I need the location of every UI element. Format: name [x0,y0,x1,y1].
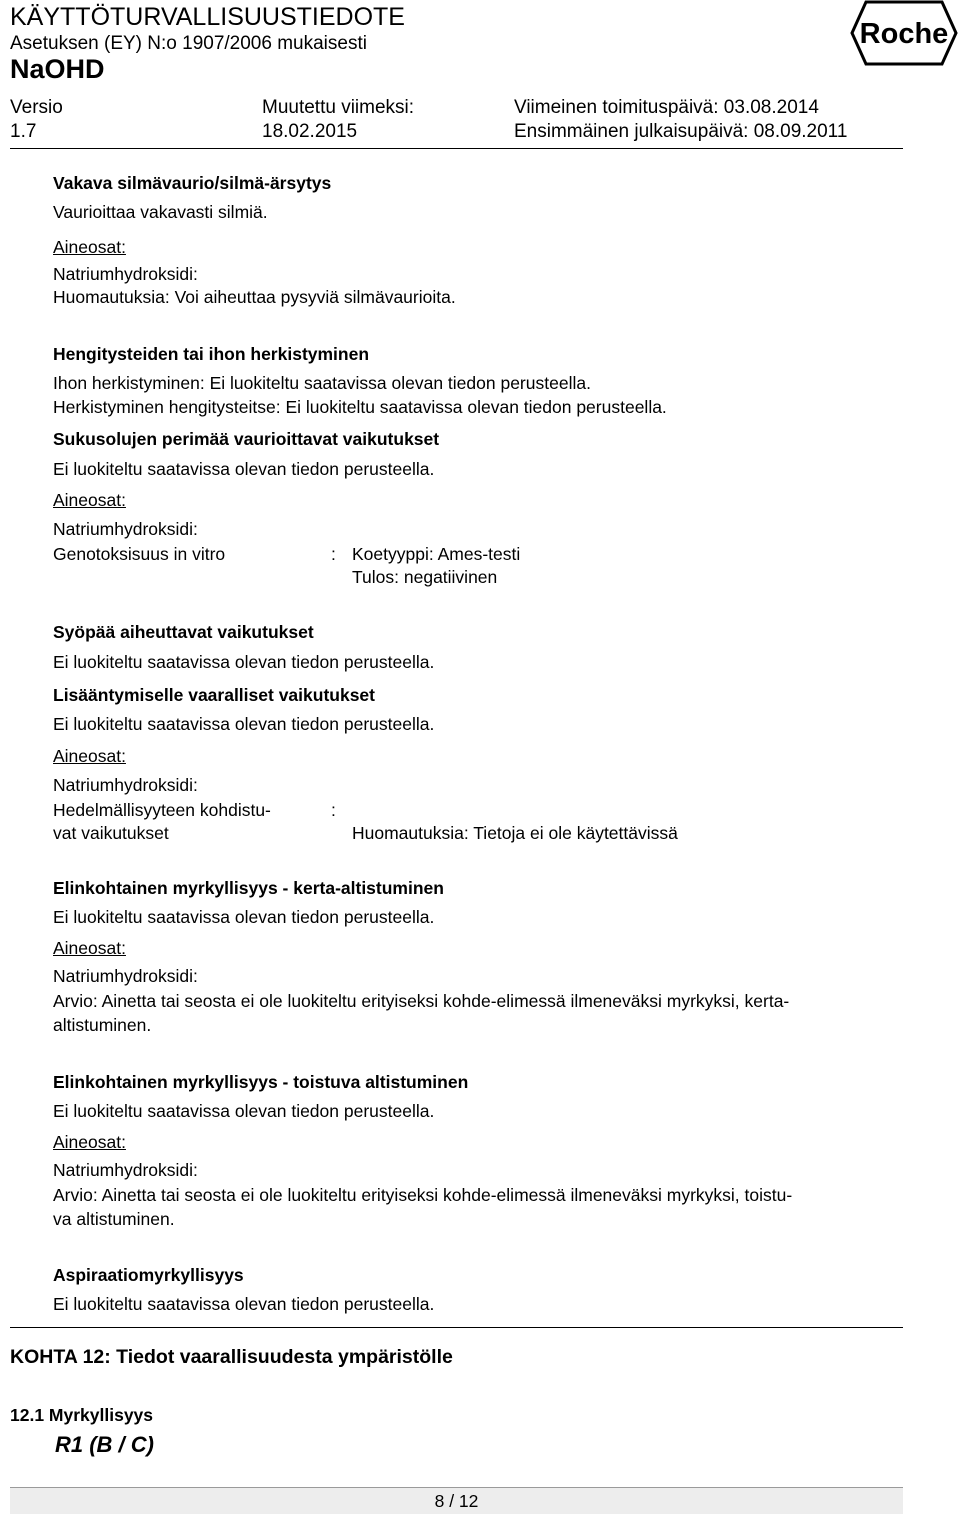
stot-single-heading: Elinkohtainen myrkyllisyys - kerta-altistuminen [53,878,444,898]
stot-repeat-text: Ei luokiteltu saatavissa olevan tiedon perusteella. [53,1101,435,1121]
logo-text: Roche [859,18,949,50]
repro-heading: Lisääntymiselle vaaralliset vaikutukset [53,685,375,705]
stot-single-line-1: Arvio: Ainetta tai seosta ei ole luokiteltu erityiseksi kohde-elimessä ilmeneväksi myrkyksi, kerta- [53,991,790,1011]
germ-row-label: Genotoksisuus in vitro [53,544,226,564]
page-footer [10,1487,903,1514]
germ-row-value-2: Tulos: negatiivinen [352,567,498,587]
stot-repeat-substance: Natriumhydroksidi: [53,1160,198,1180]
repro-row-colon: : [331,800,336,820]
germ-row-colon: : [331,544,336,564]
revised-label: Muutettu viimeksi: [262,97,415,118]
repro-row-label-2: vat vaikutukset [53,823,169,843]
sens-line-2: Herkistyminen hengitysteitse: Ei luokiteltu saatavissa olevan tiedon perusteella. [53,397,667,417]
sens-heading: Hengitysteiden tai ihon herkistyminen [53,344,370,364]
carc-text: Ei luokiteltu saatavissa olevan tiedon perusteella. [53,652,435,672]
regulation-subtitle: Asetuksen (EY) N:o 1907/2006 mukaisesti [10,33,367,54]
eye-substance: Natriumhydroksidi: [53,264,198,284]
asp-heading: Aspiraatiomyrkyllisyys [53,1265,244,1285]
section12-heading: KOHTA 12: Tiedot vaarallisuudesta ympäristölle [10,1346,453,1368]
page-number: 8 / 12 [434,1490,479,1511]
germ-text: Ei luokiteltu saatavissa olevan tiedon perusteella. [53,459,435,479]
document-title: KÄYTTÖTURVALLISUUSTIEDOTE [10,3,405,31]
sens-line-1: Ihon herkistyminen: Ei luokiteltu saatavissa olevan tiedon perusteella. [53,373,591,393]
section12-subheading: 12.1 Myrkyllisyys [10,1405,154,1425]
handwritten-annotation: R1 (B / C) [55,1432,154,1457]
eye-components: Aineosat: [53,237,126,257]
carc-heading: Syöpää aiheuttavat vaikutukset [53,622,314,642]
repro-row-value: Huomautuksia: Tietoja ei ole käytettävissä [352,823,678,843]
eye-text: Vaurioittaa vakavasti silmiä. [53,202,268,222]
stot-single-text: Ei luokiteltu saatavissa olevan tiedon perusteella. [53,907,435,927]
header-divider [10,148,903,149]
stot-single-line-2: altistuminen. [53,1015,152,1035]
germ-components: Aineosat: [53,490,126,510]
stot-single-components: Aineosat: [53,938,126,958]
section12-divider [10,1327,903,1328]
repro-text: Ei luokiteltu saatavissa olevan tiedon perusteella. [53,714,435,734]
last-issue-date: Viimeinen toimituspäivä: 03.08.2014 [514,97,819,118]
stot-single-substance: Natriumhydroksidi: [53,966,198,986]
eye-note: Huomautuksia: Voi aiheuttaa pysyviä silmävaurioita. [53,287,456,307]
repro-components: Aineosat: [53,746,126,766]
repro-substance: Natriumhydroksidi: [53,775,198,795]
version-label: Versio [10,97,63,118]
germ-row-value-1: Koetyyppi: Ames-testi [352,544,521,564]
first-issue-date: Ensimmäinen julkaisupäivä: 08.09.2011 [514,121,848,142]
eye-heading: Vakava silmävaurio/silmä-ärsytys [53,173,332,193]
asp-text: Ei luokiteltu saatavissa olevan tiedon perusteella. [53,1294,435,1314]
stot-repeat-line-2: va altistuminen. [53,1209,175,1229]
germ-heading: Sukusolujen perimää vaurioittavat vaikutukset [53,429,440,449]
germ-substance: Natriumhydroksidi: [53,519,198,539]
stot-repeat-line-1: Arvio: Ainetta tai seosta ei ole luokiteltu erityiseksi kohde-elimessä ilmeneväksi myrkyksi, toistu- [53,1185,793,1205]
roche-logo [850,0,958,66]
stot-repeat-components: Aineosat: [53,1132,126,1152]
product-name: NaOHD [10,54,105,84]
repro-row-label-1: Hedelmällisyyteen kohdistu- [53,800,271,820]
stot-repeat-heading: Elinkohtainen myrkyllisyys - toistuva altistuminen [53,1072,469,1092]
revised-value: 18.02.2015 [262,121,358,142]
version-value: 1.7 [10,121,37,142]
